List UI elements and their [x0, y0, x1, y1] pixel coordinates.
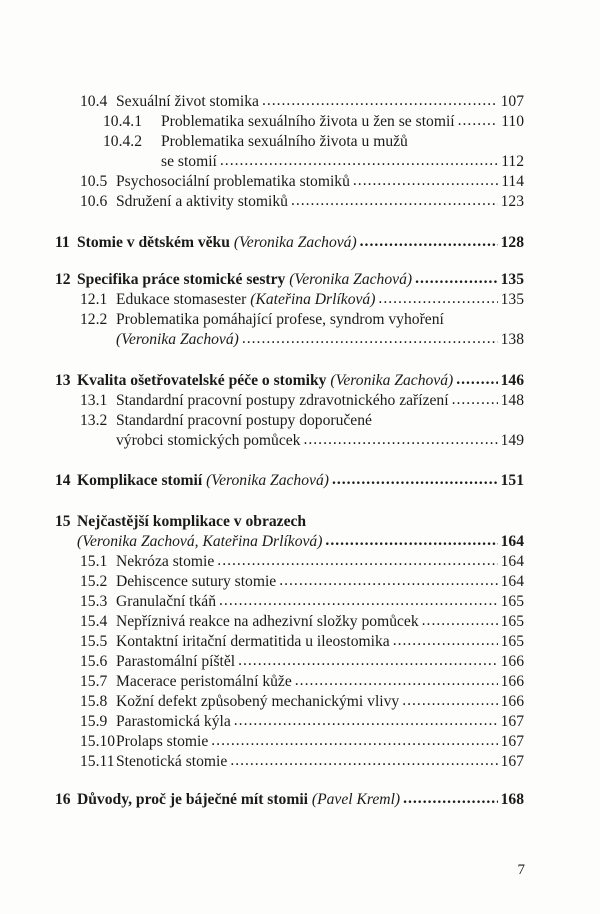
dot-leader: [242, 329, 498, 349]
dot-leader: [415, 269, 498, 289]
entry-title: Parastomická kýla: [116, 713, 231, 730]
dot-leader: [230, 751, 497, 771]
toc-chapter-14: [55, 471, 524, 491]
entry-number: 15.2: [80, 573, 108, 590]
entry-title: Důvody, proč je báječné mít stomii (Pavel Kreml): [77, 791, 401, 808]
entry-page: 164: [500, 553, 524, 570]
entry-title: Edukace stomasester (Kateřina Drlíková): [116, 291, 376, 308]
entry-title: Prolaps stomie: [116, 733, 209, 750]
dot-leader: [378, 289, 497, 309]
entry-title: Komplikace stomií (Veronika Zachová): [77, 472, 329, 489]
toc-entry-13-2: [80, 411, 524, 431]
entry-page: 138: [500, 331, 524, 348]
dot-leader: [217, 551, 497, 571]
entry-page: 164: [500, 533, 524, 550]
entry-number: 12.1: [80, 291, 108, 308]
toc-entry-10-4-1: [103, 112, 524, 132]
entry-number: 16: [55, 791, 71, 808]
toc-entry-15-1: [80, 552, 524, 572]
toc-entry-15-7: [80, 672, 524, 692]
entry-title: Standardní pracovní postupy doporučené: [116, 412, 372, 429]
toc-entry-15-11: [80, 752, 524, 772]
entry-number: 10.4: [80, 93, 108, 110]
entry-page: 165: [500, 633, 524, 650]
toc-entry-10-4-2: [103, 132, 524, 152]
entry-title: Kožní defekt způsobený mechanickými vlivy: [116, 693, 400, 710]
dot-leader: [456, 370, 497, 390]
toc-entry-15-5: [80, 632, 524, 652]
entry-title: Granulační tkáň: [116, 593, 217, 610]
entry-number: 15.11: [80, 753, 115, 770]
toc-entry-12-1: [80, 290, 524, 310]
entry-title: Nejčastější komplikace v obrazech: [77, 513, 307, 530]
toc-entry-10-5: [80, 172, 524, 192]
toc-chapter-13: [55, 371, 524, 391]
toc-entry-15-2: [80, 572, 524, 592]
entry-title: Sexuální život stomika: [116, 93, 259, 110]
entry-number: 10.6: [80, 193, 108, 210]
entry-page: 135: [500, 291, 524, 308]
entry-title: Problematika sexuálního života u mužů: [161, 133, 408, 150]
entry-number: 13.1: [80, 392, 108, 409]
dot-leader: [452, 390, 498, 410]
entry-title: Nepříznivá reakce na adhezivní složky pomůcek: [116, 613, 419, 630]
entry-number: 13.2: [80, 412, 108, 429]
dot-leader: [325, 531, 497, 551]
toc-chapter-15-cont: [77, 532, 524, 552]
entry-number: 15.9: [80, 713, 108, 730]
entry-number: 14: [55, 472, 71, 489]
entry-page: 148: [500, 392, 524, 409]
entry-page: 135: [500, 271, 524, 288]
entry-title: Stomie v dětském věku (Veronika Zachová): [77, 234, 357, 251]
dot-leader: [211, 731, 497, 751]
entry-title: Sdružení a aktivity stomiků: [116, 193, 288, 210]
entry-number: 10.4.1: [103, 113, 142, 130]
entry-page: 123: [500, 193, 524, 210]
toc-chapter-15: [55, 512, 524, 532]
entry-page: 151: [500, 472, 524, 489]
entry-page: 167: [500, 753, 524, 770]
entry-title: se stomií: [161, 153, 217, 170]
entry-number: 12: [55, 271, 71, 288]
dot-leader: [262, 91, 498, 111]
dot-leader: [393, 631, 498, 651]
toc-entry-15-6: [80, 652, 524, 672]
entry-number: 15.7: [80, 673, 108, 690]
dot-leader: [353, 171, 498, 191]
entry-page: 164: [500, 573, 524, 590]
entry-number: 11: [55, 234, 70, 251]
dot-leader: [220, 151, 498, 171]
entry-title: Dehiscence sutury stomie: [116, 573, 277, 590]
entry-page: 167: [500, 733, 524, 750]
dot-leader: [332, 470, 498, 490]
entry-title: Psychosociální problematika stomiků: [116, 173, 350, 190]
entry-page: 165: [500, 593, 524, 610]
dot-leader: [360, 232, 498, 252]
entry-title: Problematika sexuálního života u žen se stomií: [161, 113, 455, 130]
entry-number: 13: [55, 372, 71, 389]
entry-title: Kvalita ošetřovatelské péče o stomiky (Veronika Zachová): [77, 372, 454, 389]
toc-chapter-11: [55, 233, 524, 253]
entry-number: 12.2: [80, 311, 108, 328]
entry-title: (Veronika Zachová, Kateřina Drlíková): [77, 533, 323, 550]
entry-page: 128: [500, 234, 524, 251]
entry-page: 166: [500, 653, 524, 670]
toc-entry-15-10: [80, 732, 524, 752]
entry-title: Kontaktní iritační dermatitida u ileostomika: [116, 633, 390, 650]
entry-number: 15.8: [80, 693, 108, 710]
dot-leader: [291, 191, 498, 211]
entry-title: Specifika práce stomické sestry (Veronika Zachová): [77, 271, 413, 288]
toc-entry-15-3: [80, 592, 524, 612]
dot-leader: [295, 671, 498, 691]
entry-page: 166: [500, 673, 524, 690]
toc-entry-15-4: [80, 612, 524, 632]
entry-page: 166: [500, 693, 524, 710]
toc-entry-15-9: [80, 712, 524, 732]
entry-number: 15.4: [80, 613, 108, 630]
entry-page: 112: [501, 153, 524, 170]
toc-entry-10-4-2-cont: [161, 152, 524, 172]
toc-entry-13-1: [80, 391, 524, 411]
dot-leader: [279, 571, 497, 591]
entry-page: 168: [500, 791, 524, 808]
dot-leader: [219, 591, 498, 611]
dot-leader: [238, 651, 498, 671]
entry-title: výrobci stomických pomůcek: [116, 432, 301, 449]
dot-leader: [234, 711, 498, 731]
entry-number: 10.5: [80, 173, 108, 190]
toc-entry-12-2-cont: [116, 330, 524, 350]
entry-page: 149: [500, 432, 524, 449]
toc-entry-10-4: [80, 92, 524, 112]
entry-title: Stenotická stomie: [116, 753, 228, 770]
entry-page: 167: [500, 713, 524, 730]
entry-title: Macerace peristomální kůže: [116, 673, 292, 690]
entry-title: Nekróza stomie: [116, 553, 215, 570]
dot-leader: [422, 611, 498, 631]
toc-entry-15-8: [80, 692, 524, 712]
toc-entry-13-2-cont: [116, 431, 524, 451]
toc-entry-12-2: [80, 310, 524, 330]
entry-page: 107: [500, 93, 524, 110]
entry-title: Parastomální píštěl: [116, 653, 236, 670]
entry-number: 15.5: [80, 633, 108, 650]
dot-leader: [402, 691, 497, 711]
entry-page: 146: [500, 372, 524, 389]
toc-entry-10-6: [80, 192, 524, 212]
entry-number: 15.3: [80, 593, 108, 610]
entry-page: 114: [501, 173, 524, 190]
page-number: 7: [517, 862, 525, 878]
toc-chapter-16: [55, 790, 524, 810]
entry-number: 10.4.2: [103, 133, 142, 150]
entry-title: Standardní pracovní postupy zdravotnického zařízení: [116, 392, 449, 409]
entry-title: (Veronika Zachová): [116, 331, 239, 348]
entry-number: 15.6: [80, 653, 108, 670]
entry-number: 15: [55, 513, 71, 530]
entry-page: 165: [500, 613, 524, 630]
toc-chapter-12: [55, 270, 524, 290]
dot-leader: [303, 430, 497, 450]
entry-number: 15.1: [80, 553, 108, 570]
dot-leader: [403, 789, 498, 809]
entry-title: Problematika pomáhající profese, syndrom vyhoření: [116, 311, 444, 328]
entry-page: 110: [501, 113, 524, 130]
entry-number: 15.10: [80, 733, 116, 750]
dot-leader: [458, 111, 499, 131]
